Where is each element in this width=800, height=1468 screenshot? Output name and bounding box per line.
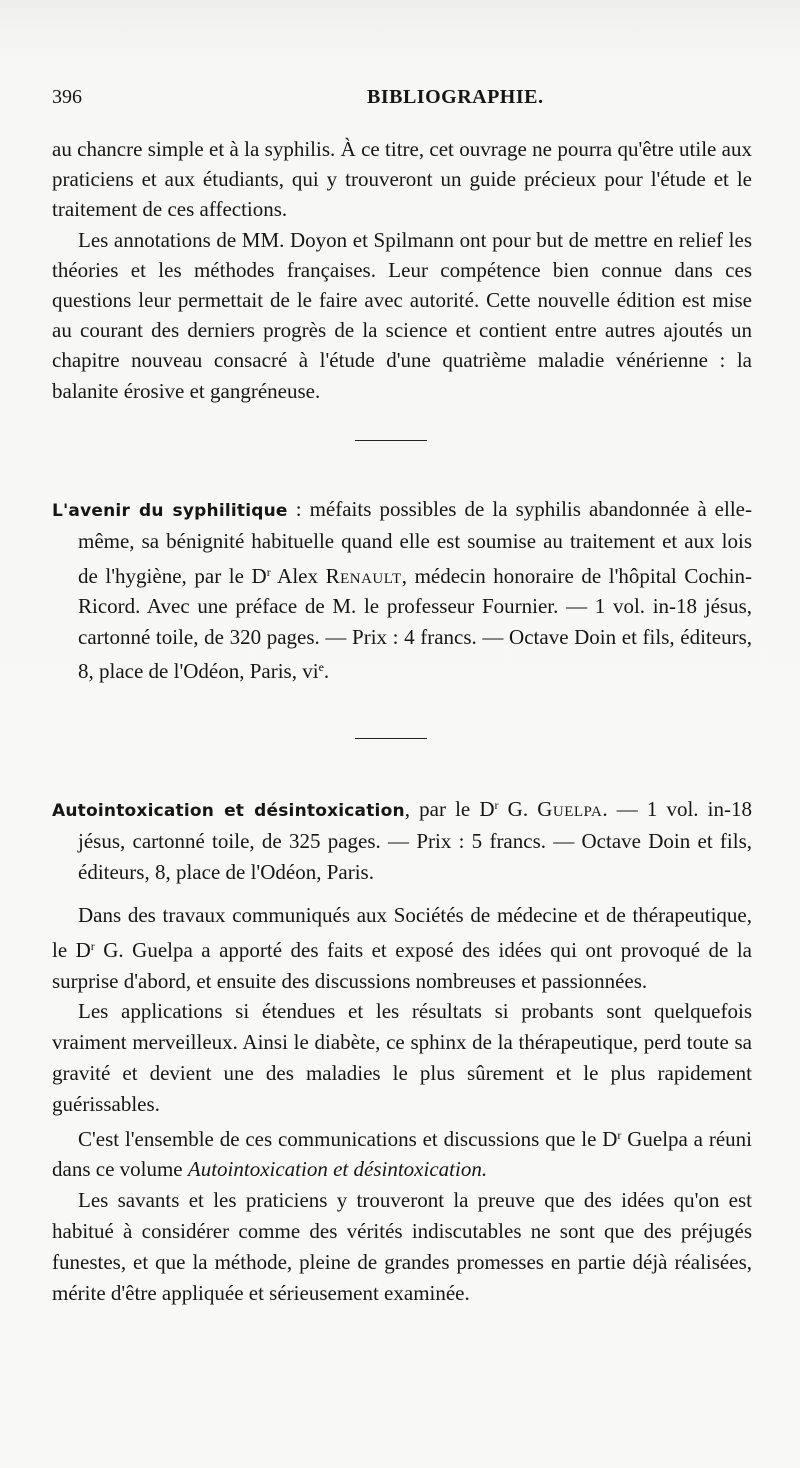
bibliography-entry-2 xyxy=(52,790,752,887)
review-p1-sup: r xyxy=(90,938,95,953)
entry-1-paragraph xyxy=(52,494,752,686)
page-header xyxy=(52,86,752,116)
entry-2-author-first: G. xyxy=(498,797,538,821)
entry-2-author-last: Guelpa xyxy=(537,797,603,821)
review-paragraph-2: Les applications si étendues et les résultats si probants sont quelquefois vraiment merveilleux. Ainsi le diabète, ce sphinx de la thérapeutique, perd toute sa gravité et devient une des maladies le plus sûrement et le plus rapidement guérissables. xyxy=(52,999,752,1116)
entry-2-title: Autointoxication et désintoxication xyxy=(52,801,405,821)
entry-1-author-last: Renault xyxy=(325,563,402,588)
intro-paragraph-1: au chancre simple et à la syphilis. À ce titre, cet ouvrage ne pourra qu'être utile aux praticiens et aux étudiants, qui y trouveront un guide précieux pour l'étude et le traitement de ces affections. xyxy=(52,137,752,222)
entry-1-author-first: Alex xyxy=(270,563,326,588)
entry-1-text-a: : méfaits possibles de la syphilis abandonnée à elle-même, sa bénignité habituelle quand elle est soumise au traitement et aux lois de l'hygiène, par le D xyxy=(78,497,752,588)
intro-paragraph-2: Les annotations de MM. Doyon et Spilmann ont pour but de mettre en relief les théories et les méthodes françaises. Leur compétence bien connue dans ces questions leur permettait de le faire avec autorité. Cette nouvelle édition est mise au courant des derniers progrès de la science et contient entre autres ajoutés un chapitre nouveau consacré à l'étude d'une quatrième maladie vénérienne : la balanite érosive et gangréneuse. xyxy=(52,227,752,403)
review-p3-sup: r xyxy=(617,1127,622,1142)
review-p3-a: C'est l'ensemble de ces communications et discussions que le D xyxy=(78,1126,618,1151)
intro-section xyxy=(52,134,752,406)
review-p3-book-title: Autointoxication et désintoxication. xyxy=(187,1157,488,1182)
review-paragraph-4: Les savants et les praticiens y trouveront la preuve que des idées qu'on est habitué à considérer comme des vérités indiscutables ne sont que des préjugés funestes, et que la méthode, pleine de grandes promesses en partie déjà réalisées, mérite d'être appliquée et sérieusement examinée. xyxy=(52,1188,752,1305)
review-paragraph-3 xyxy=(52,1120,752,1186)
section-divider-1 xyxy=(355,440,427,441)
page-number: 396 xyxy=(52,86,82,108)
entry-2-paragraph xyxy=(52,790,752,887)
entry-1-title: L'avenir du syphilitique xyxy=(52,501,288,521)
entry-1-arr-sup: e xyxy=(318,660,324,675)
review-paragraph-1 xyxy=(52,900,752,996)
review-section xyxy=(52,900,752,1308)
section-divider-2 xyxy=(355,738,427,739)
review-p1-b: G. Guelpa a apporté des faits et exposé des idées qui ont provoqué de la surprise d'abord, et ensuite des discussions nombreuses et passionnées. xyxy=(52,937,752,993)
entry-2-text-b: . — 1 vol. in-18 jésus, cartonné toile, de 325 pages. — Prix : 5 francs. — Octave Doin et fils, éditeurs, 8, place de l'Odéon, Paris. xyxy=(78,797,752,884)
bibliography-entry-1 xyxy=(52,494,752,686)
entry-2-text-a: , par le D xyxy=(404,797,495,821)
entry-1-dr-sup: r xyxy=(266,564,271,579)
running-head: BIBLIOGRAPHIE. xyxy=(367,86,544,108)
review-p3-b: Guelpa a réuni dans ce volume xyxy=(52,1126,752,1182)
entry-1-text-b: , médecin honoraire de l'hôpital Cochin-Ricord. Avec une préface de M. le professeur Fournier. — 1 vol. in-18 jésus, cartonné toile, de 320 pages. — Prix : 4 francs. — Octave Doin et fils, éditeurs, 8, place de l'Odéon, Paris, vi xyxy=(78,563,752,684)
entry-1-text-c: . xyxy=(323,659,330,684)
review-p1-a: Dans des travaux communiqués aux Sociétés de médecine et de thérapeutique, le D xyxy=(52,903,752,962)
entry-2-dr-sup: r xyxy=(494,798,499,812)
